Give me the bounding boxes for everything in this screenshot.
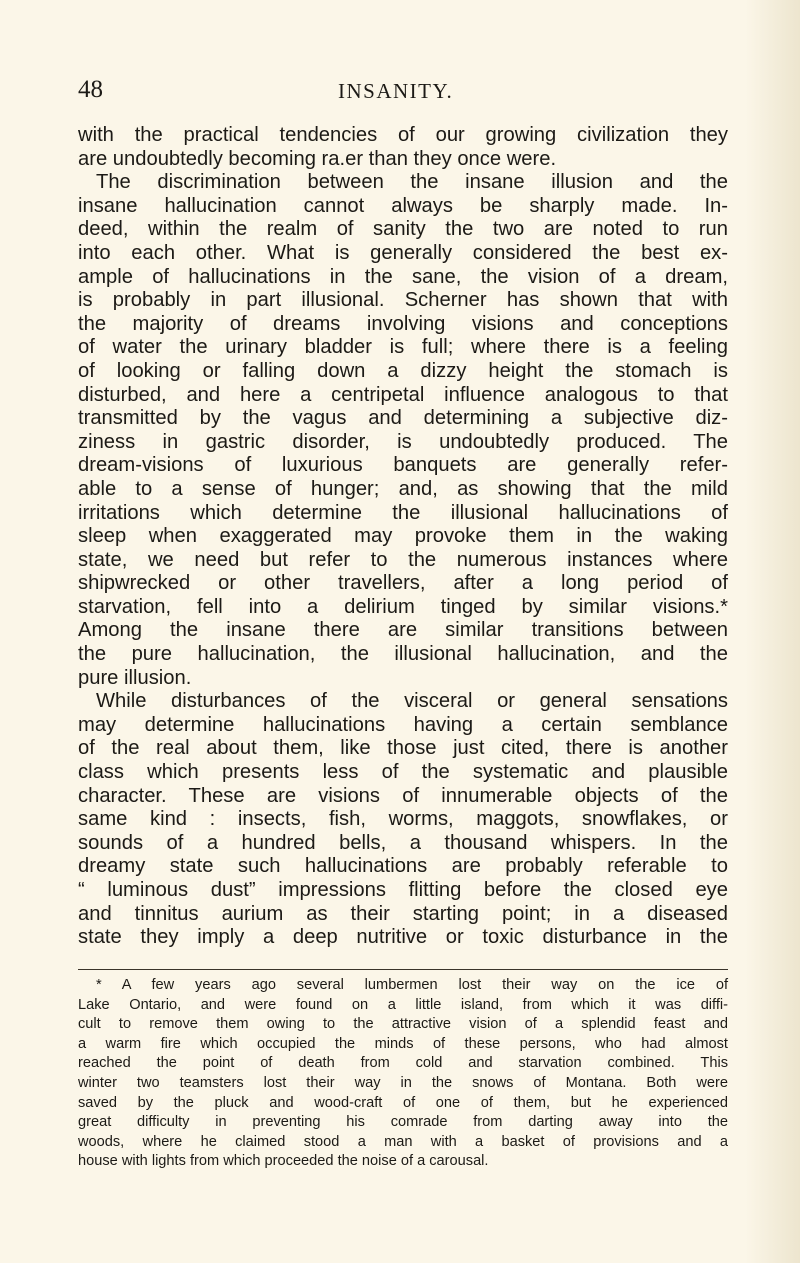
body-line: Among the insane there are similar transitions between: [78, 619, 728, 642]
body-line: may determine hallucinations having a certain semblance: [78, 713, 728, 736]
running-title: INSANITY.: [338, 79, 454, 103]
body-line: shipwrecked or other travellers, after a long period of: [78, 572, 728, 595]
body-line: and tinnitus aurium as their starting point; in a diseased: [78, 902, 728, 925]
body-line: dreamy state such hallucinations are probably referable to: [78, 855, 728, 878]
running-head: [78, 74, 728, 108]
body-line: the pure hallucination, the illusional hallucination, and the: [78, 643, 728, 666]
body-line: deed, within the realm of sanity the two are noted to run: [78, 218, 728, 241]
footnote-line: reached the point of death from cold and starvation combined. This: [78, 1055, 728, 1072]
body-line: The discrimination between the insane illusion and the: [96, 171, 728, 194]
body-line: pure illusion.: [78, 666, 192, 689]
footnote-line: Lake Ontario, and were found on a little island, from which it was diffi-: [78, 996, 728, 1013]
footnote-line: great difficulty in preventing his comrade from darting away into the: [78, 1114, 728, 1131]
body-line: transmitted by the vagus and determining a subjective diz-: [78, 407, 728, 430]
body-line: the majority of dreams involving visions and conceptions: [78, 312, 728, 335]
page-edge-shadow: [745, 0, 800, 1263]
body-line: into each other. What is generally considered the best ex-: [78, 241, 728, 264]
page-number: 48: [78, 76, 103, 103]
body-line: is probably in part illusional. Scherner has shown that with: [78, 289, 728, 312]
body-line: insane hallucination cannot always be sharply made. In-: [78, 194, 728, 217]
body-line: character. These are visions of innumerable objects of the: [78, 784, 728, 807]
body-line: “ luminous dust” impressions flitting before the closed eye: [78, 879, 728, 901]
body-line: ziness in gastric disorder, is undoubtedly produced. The: [78, 430, 728, 453]
body-line: starvation, fell into a delirium tinged by similar visions.*: [78, 595, 728, 618]
body-line: of looking or falling down a dizzy height the stomach is: [78, 359, 728, 382]
body-line: are undoubtedly becoming ra.er than they once were.: [78, 147, 557, 170]
body-line: dream-visions of luxurious banquets are generally refer-: [78, 454, 728, 477]
footnote-line: woods, where he claimed stood a man with a basket of provisions and a: [78, 1133, 728, 1150]
footnote-rule: [78, 969, 728, 970]
body-line: state, we need but refer to the numerous instances where: [78, 548, 728, 571]
body-line: While disturbances of the visceral or general sensations: [96, 690, 728, 713]
footnote-line: house with lights from which proceeded the noise of a carousal.: [78, 1153, 489, 1170]
footnote-line: winter two teamsters lost their way in the snows of Montana. Both were: [78, 1074, 728, 1091]
body-line: state they imply a deep nutritive or toxic disturbance in the: [78, 926, 728, 949]
body-line: of the real about them, like those just cited, there is another: [78, 737, 728, 760]
body-line: sleep when exaggerated may provoke them in the waking: [78, 525, 728, 548]
body-line: sounds of a hundred bells, a thousand whispers. In the: [78, 831, 728, 854]
body-line: same kind : insects, fish, worms, maggots, snowflakes, or: [78, 808, 728, 831]
body-text: [78, 124, 728, 950]
footnote: [78, 976, 728, 1172]
body-line: class which presents less of the systematic and plausible: [78, 761, 728, 784]
body-line: able to a sense of hunger; and, as showing that the mild: [78, 477, 728, 500]
footnote-line: * A few years ago several lumbermen lost their way on the ice of: [96, 977, 728, 993]
body-line: irritations which determine the illusional hallucinations of: [78, 501, 728, 524]
footnote-line: saved by the pluck and wood-craft of one of them, but he experienced: [78, 1094, 728, 1111]
body-line: with the practical tendencies of our growing civilization they: [78, 124, 728, 146]
footnote-line: cult to remove them owing to the attractive vision of a splendid feast and: [78, 1016, 728, 1033]
body-line: ample of hallucinations in the sane, the vision of a dream,: [78, 265, 728, 288]
footnote-line: a warm fire which occupied the minds of these persons, who had almost: [78, 1035, 728, 1052]
body-line: of water the urinary bladder is full; where there is a feeling: [78, 336, 728, 359]
body-line: disturbed, and here a centripetal influence analogous to that: [78, 383, 728, 406]
